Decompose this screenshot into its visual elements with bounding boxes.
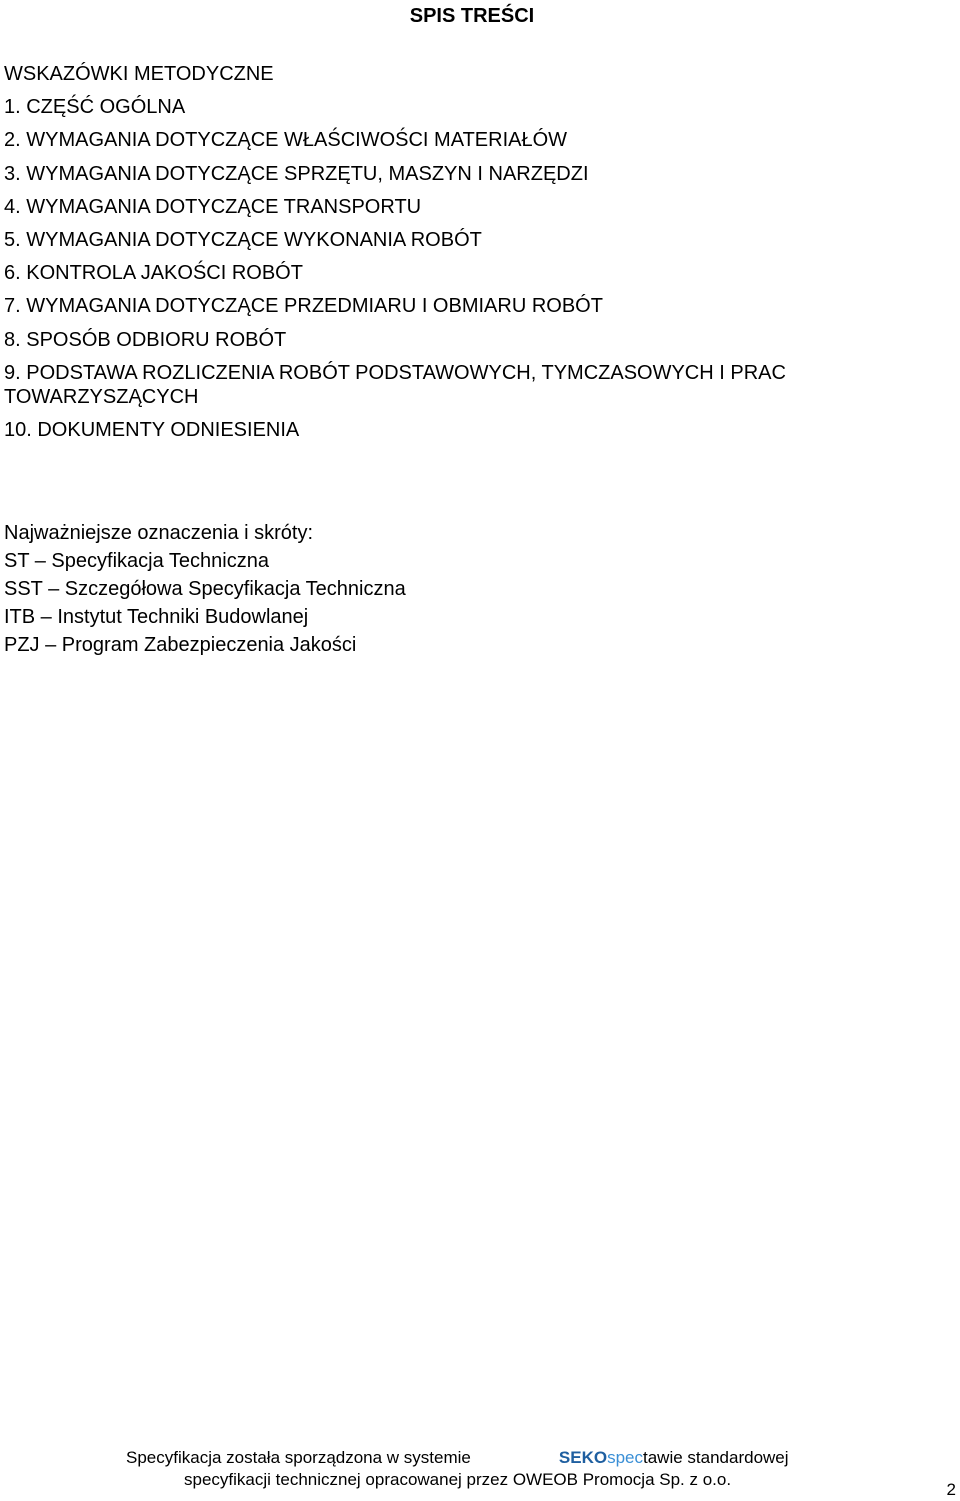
table-of-contents — [4, 62, 944, 451]
toc-item: WSKAZÓWKI METODYCZNE — [4, 63, 274, 85]
toc-item: 5. WYMAGANIA DOTYCZĄCE WYKONANIA ROBÓT — [4, 228, 482, 251]
abbreviations-section — [4, 519, 904, 659]
toc-item: 9. PODSTAWA ROZLICZENIA ROBÓT PODSTAWOWYCH, TYMCZASOWYCH I PRAC TOWARZYSZĄCYCH — [4, 361, 786, 408]
abbreviation-item: ST – Specyfikacja Techniczna — [4, 550, 269, 572]
toc-item: 2. WYMAGANIA DOTYCZĄCE WŁAŚCIWOŚCI MATERIAŁÓW — [4, 129, 568, 152]
footer-line-2: specyfikacji technicznej opracowanej przez OWEOB Promocja Sp. z o.o. — [184, 1470, 732, 1489]
toc-item: 1. CZĘŚĆ OGÓLNA — [4, 96, 186, 119]
toc-item: 10. DOKUMENTY ODNIESIENIA — [4, 418, 300, 441]
toc-item: 4. WYMAGANIA DOTYCZĄCE TRANSPORTU — [4, 195, 422, 218]
brand-logo-seko: SEKO — [558, 1448, 608, 1467]
toc-item: 8. SPOSÓB ODBIORU ROBÓT — [4, 328, 287, 351]
footer-text-start: Specyfikacja została sporządzona w systemie — [126, 1448, 471, 1467]
abbreviation-item: SST – Szczegółowa Specyfikacja Techniczna — [4, 578, 406, 600]
page-number: 2 — [946, 1480, 956, 1499]
page-title: SPIS TREŚCI — [409, 5, 535, 27]
brand-logo-spec: spec — [607, 1448, 643, 1467]
abbreviations-heading: Najważniejsze oznaczenia i skróty: — [4, 522, 314, 544]
footer-text-end: tawie standardowej — [643, 1448, 789, 1467]
footer-line-1 — [126, 1447, 789, 1469]
toc-item: 6. KONTROLA JAKOŚCI ROBÓT — [4, 262, 303, 285]
abbreviation-item: ITB – Instytut Techniki Budowlanej — [4, 606, 309, 628]
abbreviation-item: PZJ – Program Zabezpieczenia Jakości — [4, 634, 357, 656]
toc-item: 7. WYMAGANIA DOTYCZĄCE PRZEDMIARU I OBMIARU ROBÓT — [4, 295, 603, 318]
toc-item: 3. WYMAGANIA DOTYCZĄCE SPRZĘTU, MASZYN I NARZĘDZI — [4, 162, 589, 185]
